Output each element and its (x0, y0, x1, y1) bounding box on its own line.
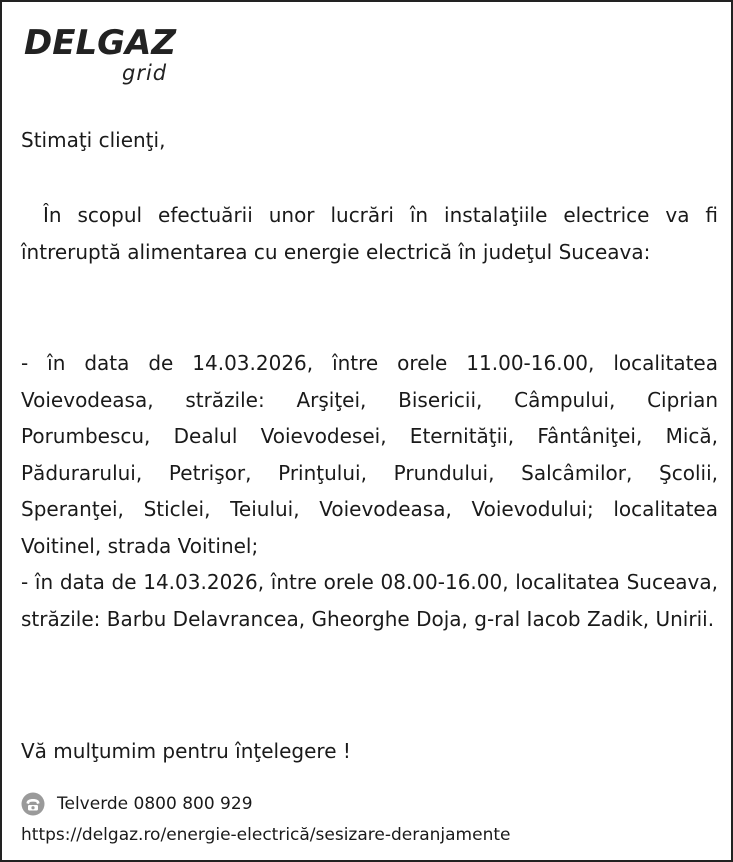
phone-icon (21, 792, 45, 816)
contact-phone (21, 789, 253, 819)
phone-number: Telverde 0800 800 929 (57, 794, 253, 814)
outage-item-suceava: - în data de 14.03.2026, între orele 08.00-16.00, localitatea Suceava, străzile: Barbu Delavrancea, Gheorghe Doja, g-ral Iacob Zadik, Unirii. (21, 570, 718, 631)
outage-list (21, 345, 718, 637)
outage-item-voievodeasa: - în data de 14.03.2026, între orele 11.00-16.00, localitatea Voievodeasa, străzile: Arşiţei, Bisericii, Câmpului, Ciprian Porumbescu, Dealul Voievodesei, Eternităţii, Fântâniţei, Mică, Pădurarului, Petrişor, Prinţului, Prundului, Salcâmilor, Şcolii, Speranţei, Sticlei, Teiului, Voievodeasa, Voievodului; localitatea Voitinel, strada Voitinel; (21, 351, 718, 558)
logo-brand: DELGAZ (24, 23, 176, 63)
greeting: Stimaţi clienţi, (21, 128, 166, 152)
logo-sub: grid (122, 61, 168, 85)
intro-paragraph: În scopul efectuării unor lucrări în instalaţiile electrice va fi întreruptă alimentarea cu energie electrică în judeţul Suceava: (21, 203, 718, 264)
fault-report-link[interactable]: https://delgaz.ro/energie-electrică/sesizare-deranjamente (21, 825, 511, 845)
thanks-line: Vă mulţumim pentru înţelegere ! (21, 739, 351, 763)
delgaz-grid-logo (24, 24, 194, 90)
